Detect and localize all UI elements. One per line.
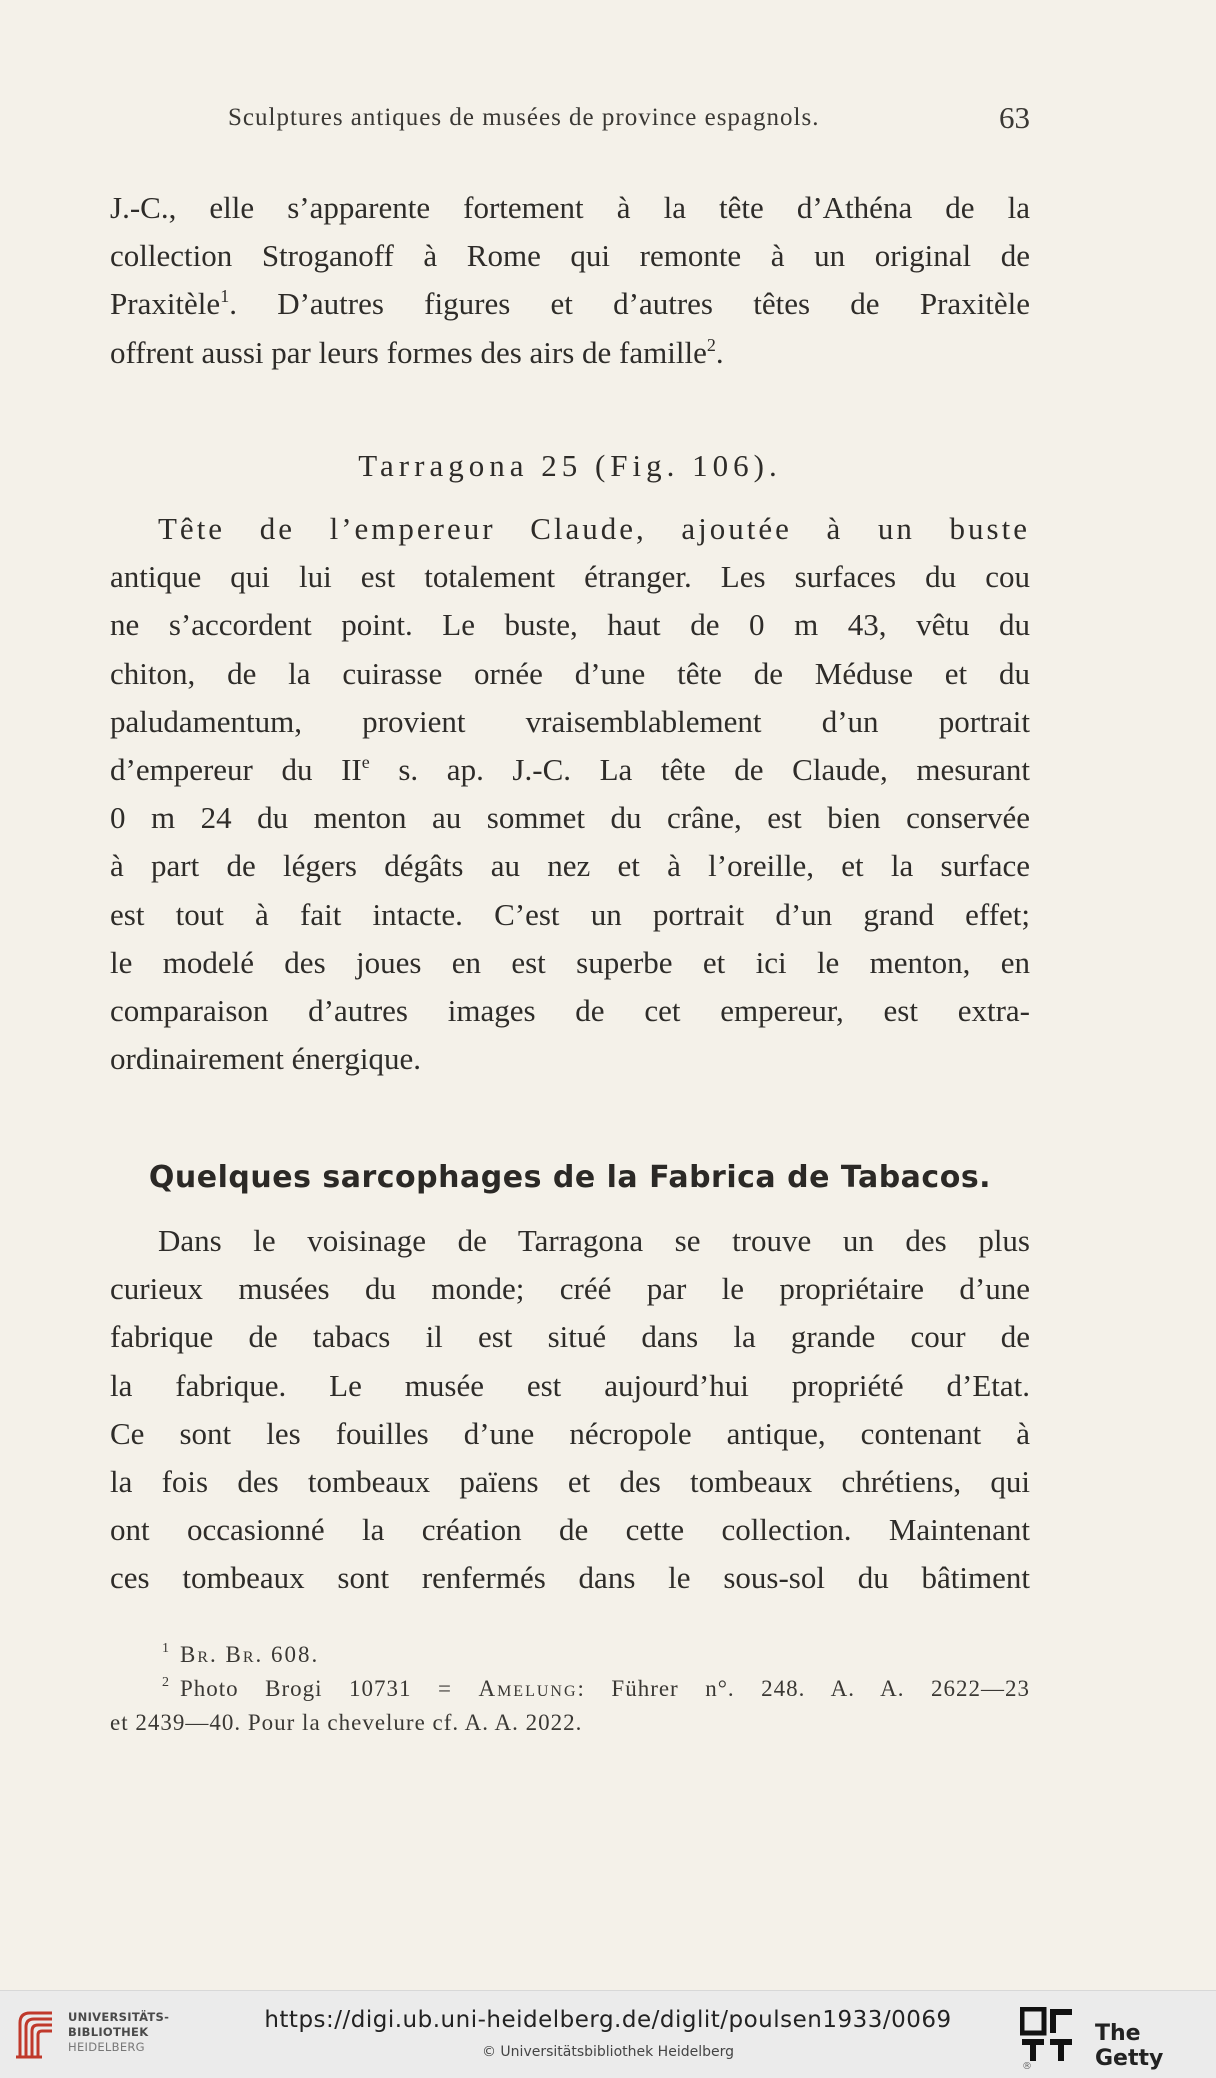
text-line: ne s’accordent point. Le buste, haut de 0 m 43, vêtu du: [110, 607, 1030, 643]
text-line: le modelé des joues en est superbe et ici le menton, en: [110, 944, 1030, 980]
text-line: [110, 746, 1030, 794]
footnotes: [110, 1638, 1030, 1740]
text-fragment: D’autres figures et d’autres têtes de Praxitèle: [277, 286, 1031, 322]
footnote-text: Br. Br. 608.: [180, 1642, 320, 1667]
viewer-footer: [0, 1990, 1216, 2078]
footnote-2-continued: et 2439—40. Pour la chevelure cf. A. A. 2022.: [110, 1710, 583, 1735]
section-heading-sarcophages: Quelques sarcophages de la Fabrica de Tabacos.: [148, 1160, 992, 1195]
paragraph-1: [110, 184, 1030, 377]
running-title: Sculptures antiques de musées de province espagnols.: [228, 104, 820, 131]
footnote-text: : Führer n°. 248. A. A. 2622—23: [577, 1676, 1030, 1701]
partner-name: The Getty: [1095, 2021, 1164, 2071]
text-line: ont occasionné la création de cette collection. Maintenant: [110, 1512, 1030, 1548]
registered-mark: ®: [1022, 2061, 1032, 2072]
superscript: e: [361, 751, 370, 772]
text-line: comparaison d’autres images de cet empereur, est extra-: [110, 992, 1030, 1028]
text-fragment: s. ap. J.-C. La tête de Claude, mesurant: [369, 751, 1030, 787]
footnote-ref: 1: [220, 286, 230, 307]
footnote-1: [110, 1638, 1030, 1672]
text-fragment: offrent aussi par leurs formes des airs de famille: [110, 334, 707, 370]
text-line: [110, 329, 1030, 377]
running-head: [110, 100, 1030, 140]
footnote-author: Amelung: [478, 1676, 578, 1701]
section-heading-tarragona: Tarragona 25 (Fig. 106).: [358, 448, 782, 483]
footnote-number: 2: [162, 1675, 170, 1690]
text-line: ordinairement énergique.: [110, 1041, 422, 1077]
library-name-line: UNIVERSITÄTS-: [68, 2010, 170, 2024]
text-line: Dans le voisinage de Tarragona se trouve un des plus: [158, 1223, 1030, 1258]
getty-logo-icon: [1020, 2007, 1076, 2063]
text-fragment: .: [715, 334, 724, 370]
library-name-line: HEIDELBERG: [68, 2040, 145, 2054]
footnote-text: Photo Brogi 10731 =: [180, 1676, 479, 1701]
paragraph-fabrica: [110, 1217, 1030, 1603]
paragraph-claude: [110, 505, 1030, 1083]
text-line: collection Stroganoff à Rome qui remonte à un original de: [110, 238, 1030, 274]
text-line: 0 m 24 du menton au sommet du crâne, est bien conservée: [110, 800, 1030, 836]
text-fragment: d’empereur du II: [110, 751, 362, 787]
text-line: antique qui lui est totalement étranger. Les surfaces du cou: [110, 559, 1030, 595]
text-line: ces tombeaux sont renfermés dans le sous-sol du bâtiment: [110, 1560, 1030, 1596]
text-fragment: Praxitèle: [110, 286, 221, 322]
footnote-2: [110, 1672, 1030, 1706]
text-line: fabrique de tabacs il est situé dans la grande cour de: [110, 1319, 1030, 1355]
page-number: 63: [999, 100, 1030, 135]
text-fragment: .: [229, 286, 237, 322]
text-line: Tête de l’empereur Claude, ajoutée à un buste: [158, 511, 1030, 546]
library-name-line: BIBLIOTHEK: [68, 2025, 149, 2039]
text-line: Ce sont les fouilles d’une nécropole antique, contenant à: [110, 1415, 1030, 1451]
text-line: paludamentum, provient vraisemblablement d’un portrait: [110, 703, 1030, 739]
text-line: à part de légers dégâts au nez et à l’oreille, et la surface: [110, 848, 1030, 884]
text-line: [110, 280, 1030, 328]
footnote-number: 1: [162, 1641, 170, 1656]
copyright-notice: © Universitätsbibliothek Heidelberg: [481, 2044, 734, 2060]
footnote-ref: 2: [706, 334, 716, 355]
permalink-url[interactable]: https://digi.ub.uni-heidelberg.de/diglit/poulsen1933/0069: [264, 2007, 952, 2033]
text-line: est tout à fait intacte. C’est un portrait d’un grand effet;: [110, 896, 1030, 932]
text-line: chiton, de la cuirasse ornée d’une tête de Méduse et du: [110, 655, 1030, 691]
text-line: la fabrique. Le musée est aujourd’hui propriété d’Etat.: [110, 1367, 1030, 1403]
text-line: curieux musées du monde; créé par le propriétaire d’une: [110, 1271, 1030, 1307]
text-line: J.-C., elle s’apparente fortement à la tête d’Athéna de la: [110, 190, 1030, 225]
text-line: la fois des tombeaux païens et des tombeaux chrétiens, qui: [110, 1463, 1030, 1499]
